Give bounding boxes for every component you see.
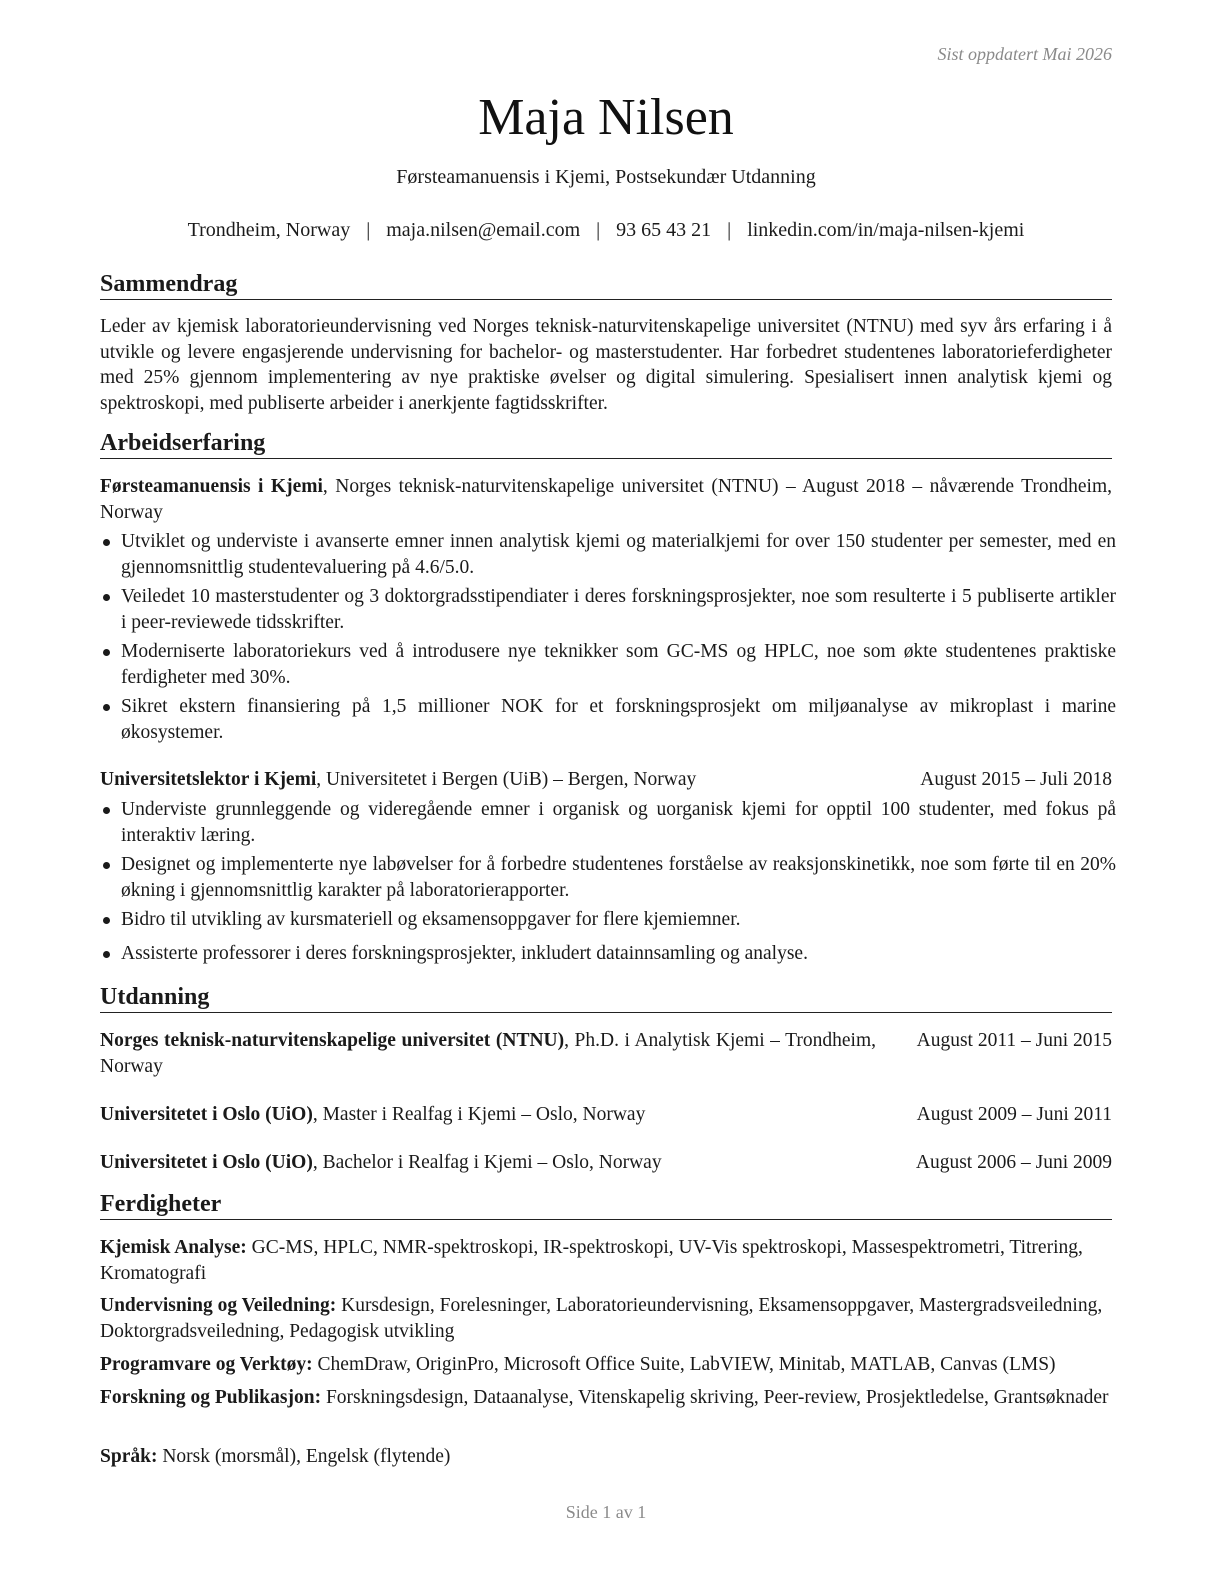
skill-value: Forskningsdesign, Dataanalyse, Vitenskapelig skriving, Peer-review, Prosjektledelse, Grantsøknader [321, 1387, 1109, 1408]
education-detail: , Bachelor i Realfag i Kjemi – Oslo, Norway [312, 1152, 662, 1173]
separator: | [596, 219, 601, 241]
job-role: Universitetslektor i Kjemi [100, 769, 317, 790]
job-header [100, 767, 1112, 793]
job-header [100, 474, 1112, 525]
skill-row [100, 1293, 1116, 1344]
skill-row [100, 1444, 1116, 1470]
skill-value: Norsk (morsmål), Engelsk (flytende) [157, 1446, 451, 1467]
contact-line [100, 219, 1112, 242]
skill-label: Forskning og Publikasjon: [100, 1387, 322, 1408]
skill-label: Programvare og Verktøy: [100, 1354, 313, 1375]
list-item: Utviklet og underviste i avanserte emner innen analytisk kjemi og materialkjemi for over 150 studenter per semester, med en gjennomsnittlig studentevaluering på 4.6/5.0. [100, 529, 1116, 580]
section-title-experience: Arbeidserfaring [100, 430, 1112, 459]
job-role: Førsteamanuensis i Kjemi [100, 476, 323, 497]
list-item: Veiledet 10 masterstudenter og 3 doktorgradsstipendiater i deres forskningsprosjekter, noe som resulterte i 5 publiserte artikler i peer-reviewede tidsskrifter. [100, 584, 1116, 635]
skill-value: Kursdesign, Forelesninger, Laboratorieundervisning, Eksamensoppgaver, Mastergradsveiledning, Doktorgradsveiledning, Pedagogisk utvikling [100, 1295, 1103, 1342]
job-bullets [100, 797, 1116, 970]
skill-value: ChemDraw, OriginPro, Microsoft Office Suite, LabVIEW, Minitab, MATLAB, Canvas (LMS) [312, 1354, 1056, 1375]
last-updated: Sist oppdatert Mai 2026 [937, 44, 1112, 64]
contact-location: Trondheim, Norway [187, 219, 351, 241]
education-detail: , Ph.D. i Analytisk Kjemi – Trondheim, Norway [100, 1030, 876, 1077]
list-item: Underviste grunnleggende og videregående emner i organisk og uorganisk kjemi for opptil 100 studenter, med fokus på interaktiv læring. [100, 797, 1116, 848]
job-dates: August 2015 – Juli 2018 [920, 769, 1112, 790]
skill-row [100, 1235, 1116, 1286]
education-school: Universitetet i Oslo (UiO) [100, 1104, 313, 1125]
job-org: , Norges teknisk-naturvitenskapelige universitet (NTNU) – August 2018 – nåværende Trondheim, Norway [100, 476, 1113, 523]
skill-row [100, 1385, 1116, 1411]
summary-text: Leder av kjemisk laboratorieundervisning ved Norges teknisk-naturvitenskapelige universitet (NTNU) med syv års erfaring i å utvikle og levere engasjerende undervisning for bachelor- og masterstudenter. Har forbedret studentenes laboratorieferdigheter med 25% gjennom implementering av nye praktiske øvelser og digital simulering. Spesialisert innen analytisk kjemi og spektroskopi, med publiserte arbeider i anerkjente fagtidsskrifter. [100, 316, 1112, 414]
education-detail: , Master i Realfag i Kjemi – Oslo, Norway [312, 1104, 646, 1125]
list-item: Assisterte professorer i deres forskningsprosjekter, inkludert datainnsamling og analyse. [100, 941, 1116, 967]
contact-phone: 93 65 43 21 [616, 219, 712, 241]
skill-value: GC-MS, HPLC, NMR-spektroskopi, IR-spektroskopi, UV-Vis spektroskopi, Massespektrometri, Titrering, Kromatografi [100, 1237, 1083, 1284]
education-entry [100, 1150, 1112, 1176]
section-title-skills: Ferdigheter [100, 1191, 1112, 1220]
education-school: Universitetet i Oslo (UiO) [100, 1152, 313, 1173]
job-bullets [100, 529, 1116, 749]
page-number: Side 1 av 1 [565, 1502, 647, 1522]
list-item: Moderniserte laboratoriekurs ved å introdusere nye teknikker som GC-MS og HPLC, noe som økte studentenes praktiske ferdigheter med 30%. [100, 639, 1116, 690]
separator: | [366, 219, 371, 241]
section-title-education: Utdanning [100, 984, 1112, 1013]
skill-row [100, 1352, 1116, 1378]
contact-linkedin[interactable]: linkedin.com/in/maja-nilsen-kjemi [747, 219, 1025, 241]
candidate-name: Maja Nilsen [478, 89, 734, 146]
separator: | [727, 219, 732, 241]
list-item: Bidro til utvikling av kursmateriell og eksamensoppgaver for flere kjemiemner. [100, 907, 1116, 933]
education-entry [100, 1102, 1112, 1128]
skill-label: Kjemisk Analyse: [100, 1237, 247, 1258]
skill-label: Undervisning og Veiledning: [100, 1295, 337, 1316]
list-item: Designet og implementerte nye labøvelser for å forbedre studentenes forståelse av reaksjonskinetikk, noe som førte til en 20% økning i gjennomsnittlig karakter på laboratorierapporter. [100, 852, 1116, 903]
education-school: Norges teknisk-naturvitenskapelige universitet (NTNU) [100, 1030, 565, 1051]
education-dates: August 2006 – Juni 2009 [915, 1152, 1112, 1173]
skill-label: Språk: [100, 1446, 158, 1467]
education-entry [100, 1028, 876, 1079]
contact-email[interactable]: maja.nilsen@email.com [386, 219, 581, 241]
section-title-summary: Sammendrag [100, 271, 1112, 300]
job-org: , Universitetet i Bergen (UiB) – Bergen, Norway [316, 769, 697, 790]
list-item: Sikret ekstern finansiering på 1,5 millioner NOK for et forskningsprosjekt om miljøanalyse av mikroplast i marine økosystemer. [100, 694, 1116, 745]
education-dates: August 2011 – Juni 2015 [916, 1030, 1112, 1051]
education-dates: August 2009 – Juni 2011 [916, 1104, 1112, 1125]
candidate-title: Førsteamanuensis i Kjemi, Postsekundær Utdanning [396, 166, 816, 188]
